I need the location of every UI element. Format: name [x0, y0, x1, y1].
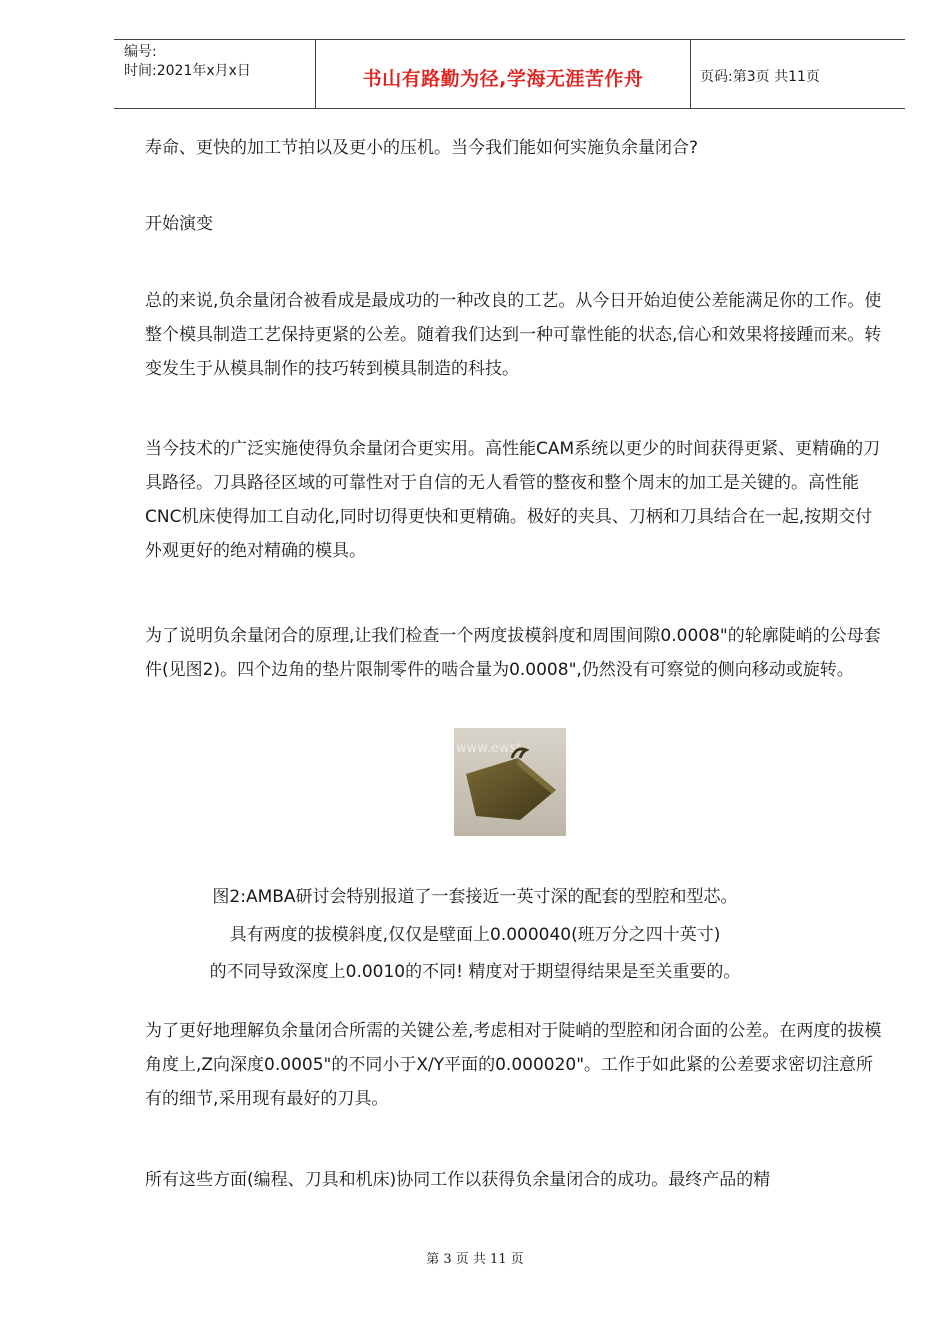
figure-2-photo: [454, 728, 566, 836]
paragraph-conclusion: 所有这些方面(编程、刀具和机床)协同工作以获得负余量闭合的成功。最终产品的精: [145, 1170, 771, 1190]
paragraph-tolerance: 为了更好地理解负余量闭合所需的关键公差,考虑相对于陡峭的型腔和闭合面的公差。在两度的拔模角度上,Z向深度0.0005"的不同小于X/Y平面的0.000020"。工作于如此紧的公差要求密切注意所有的细节,采用现有最好的刀具。: [145, 1021, 882, 1109]
header-page-cell: [690, 40, 905, 108]
paragraph-principle: 为了说明负余量闭合的原理,让我们检查一个两度拔模斜度和周围间隙0.0008"的轮廓陡峭的公母套件(见图2)。四个边角的垫片限制零件的啮合量为0.0008",仍然没有可察觉的侧向移动或旋转。: [145, 626, 881, 680]
header-page-info: 页码:第3页 共11页: [700, 69, 820, 85]
page-footer: 第 3 页 共 11 页: [426, 1252, 524, 1267]
header-motto: 书山有路勤为径,学海无涯苦作舟: [362, 68, 644, 90]
page-header: [114, 39, 905, 109]
paragraph-continuation: 寿命、更快的加工节拍以及更小的压机。当今我们能如何实施负余量闭合?: [145, 138, 699, 158]
header-meta-cell: [114, 40, 315, 108]
section-heading: 开始演变: [145, 214, 213, 234]
figure-caption-line-3: 的不同导致深度上0.0010的不同! 精度对于期望得结果是至关重要的。: [209, 962, 741, 982]
figure-caption-line-2: 具有两度的拔模斜度,仅仅是壁面上0.000040(班万分之四十英寸): [229, 925, 721, 945]
photo-watermark: www.ewst: [456, 741, 522, 756]
paragraph-evolution: 总的来说,负余量闭合被看成是最成功的一种改良的工艺。从今日开始迫使公差能满足你的工作。使整个模具制造工艺保持更紧的公差。随着我们达到一种可靠性能的状态,信心和效果将接踵而来。转变发生于从模具制作的技巧转到模具制造的科技。: [145, 291, 882, 379]
paragraph-technology: 当今技术的广泛实施使得负余量闭合更实用。高性能CAM系统以更少的时间获得更紧、更精确的刀具路径。刀具路径区域的可靠性对于自信的无人看管的整夜和整个周末的加工是关键的。高性能CNC机床使得加工自动化,同时切得更快和更精确。极好的夹具、刀柄和刀具结合在一起,按期交付外观更好的绝对精确的模具。: [145, 439, 881, 561]
document-number-label: 编号:: [124, 44, 157, 60]
figure-caption-line-1: 图2:AMBA研讨会特别报道了一套接近一英寸深的配套的型腔和型芯。: [212, 887, 738, 907]
document-time-label: 时间:2021年x月x日: [124, 63, 251, 79]
header-motto-cell: [315, 40, 691, 108]
